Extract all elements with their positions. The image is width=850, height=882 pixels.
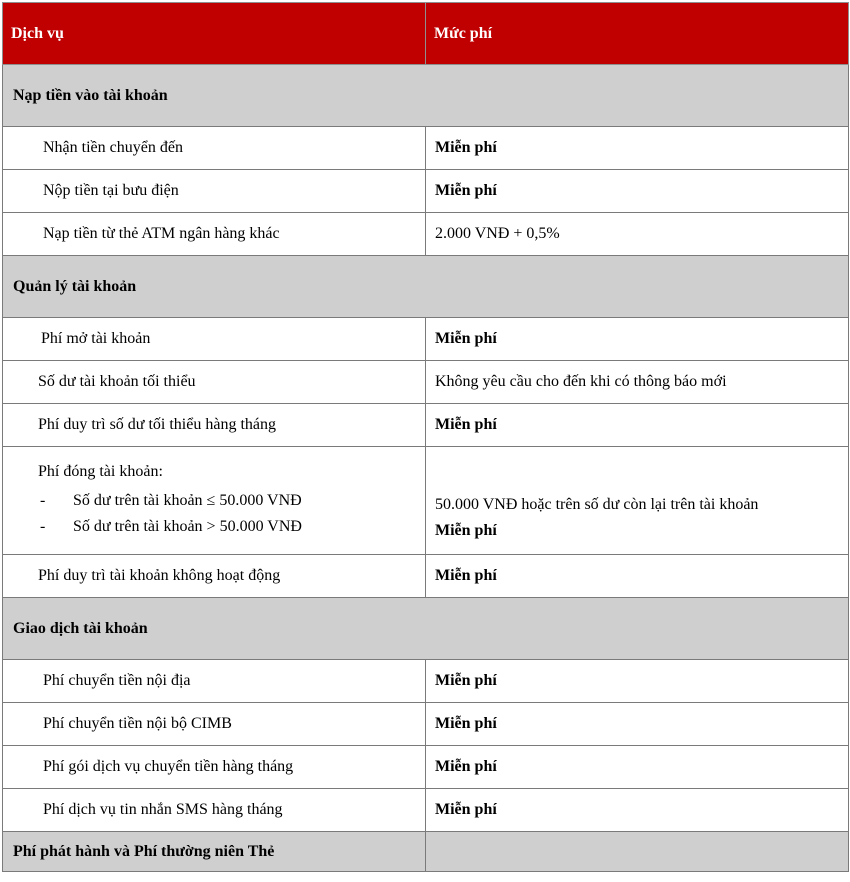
- fee-cell: Miễn phí: [426, 789, 849, 832]
- table-row: [3, 555, 849, 598]
- section-title: Giao dịch tài khoản: [3, 598, 849, 660]
- table-row: [3, 127, 849, 170]
- table-row: [3, 318, 849, 361]
- table-row: [3, 361, 849, 404]
- table-header: [3, 3, 849, 65]
- fee-cell: Miễn phí: [426, 318, 849, 361]
- closing-item: [38, 489, 425, 513]
- service-cell: Phí chuyển tiền nội địa: [3, 660, 426, 703]
- table-row: [3, 404, 849, 447]
- closing-title: Phí đóng tài khoản:: [38, 462, 163, 480]
- fee-cell: Miễn phí: [426, 660, 849, 703]
- service-cell: Phí mở tài khoản: [3, 318, 426, 361]
- closing-item-text: Số dư trên tài khoản ≤ 50.000 VNĐ: [73, 491, 302, 509]
- fee-cell: Miễn phí: [426, 170, 849, 213]
- fee-cell: Miễn phí: [426, 703, 849, 746]
- service-cell: Phí chuyển tiền nội bộ CIMB: [3, 703, 426, 746]
- closing-fee-cell: [426, 447, 849, 555]
- bullet-dash: -: [40, 491, 46, 509]
- closing-fee-line1: 50.000 VNĐ hoặc trên số dư còn lại trên tài khoản: [435, 495, 759, 513]
- section-row: [3, 832, 849, 872]
- service-cell: Phí dịch vụ tin nhắn SMS hàng tháng: [3, 789, 426, 832]
- service-cell: Phí duy trì tài khoản không hoạt động: [3, 555, 426, 598]
- service-cell: Phí gói dịch vụ chuyển tiền hàng tháng: [3, 746, 426, 789]
- closing-item: [38, 515, 425, 539]
- fee-cell: Không yêu cầu cho đến khi có thông báo mới: [426, 361, 849, 404]
- service-cell: Số dư tài khoản tối thiểu: [3, 361, 426, 404]
- section-row: [3, 598, 849, 660]
- service-cell: Nạp tiền từ thẻ ATM ngân hàng khác: [3, 213, 426, 256]
- section-row: [3, 256, 849, 318]
- service-cell: Nhận tiền chuyển đến: [3, 127, 426, 170]
- table-row: [3, 746, 849, 789]
- closing-service-cell: [3, 447, 426, 555]
- table-row: [3, 170, 849, 213]
- fee-cell: Miễn phí: [426, 404, 849, 447]
- fee-cell: 2.000 VNĐ + 0,5%: [426, 213, 849, 256]
- table-row: [3, 703, 849, 746]
- section-title-empty: [426, 832, 849, 872]
- fee-table: [2, 2, 849, 872]
- fee-cell: Miễn phí: [426, 127, 849, 170]
- table-row: [3, 789, 849, 832]
- closing-item-text: Số dư trên tài khoản > 50.000 VNĐ: [73, 517, 302, 535]
- section-title: Phí phát hành và Phí thường niên Thẻ: [3, 832, 426, 872]
- header-service: Dịch vụ: [3, 3, 426, 65]
- section-title: Quản lý tài khoản: [3, 256, 849, 318]
- section-title: Nạp tiền vào tài khoản: [3, 65, 849, 127]
- service-cell: Nộp tiền tại bưu điện: [3, 170, 426, 213]
- table-row: [3, 213, 849, 256]
- service-cell: Phí duy trì số dư tối thiểu hàng tháng: [3, 404, 426, 447]
- header-fee: Mức phí: [426, 3, 849, 65]
- table-row: [3, 660, 849, 703]
- fee-cell: Miễn phí: [426, 555, 849, 598]
- fee-cell: Miễn phí: [426, 746, 849, 789]
- closing-fee-line2: Miễn phí: [435, 521, 497, 539]
- section-row: [3, 65, 849, 127]
- table-row-closing: [3, 447, 849, 555]
- bullet-dash: -: [40, 517, 46, 535]
